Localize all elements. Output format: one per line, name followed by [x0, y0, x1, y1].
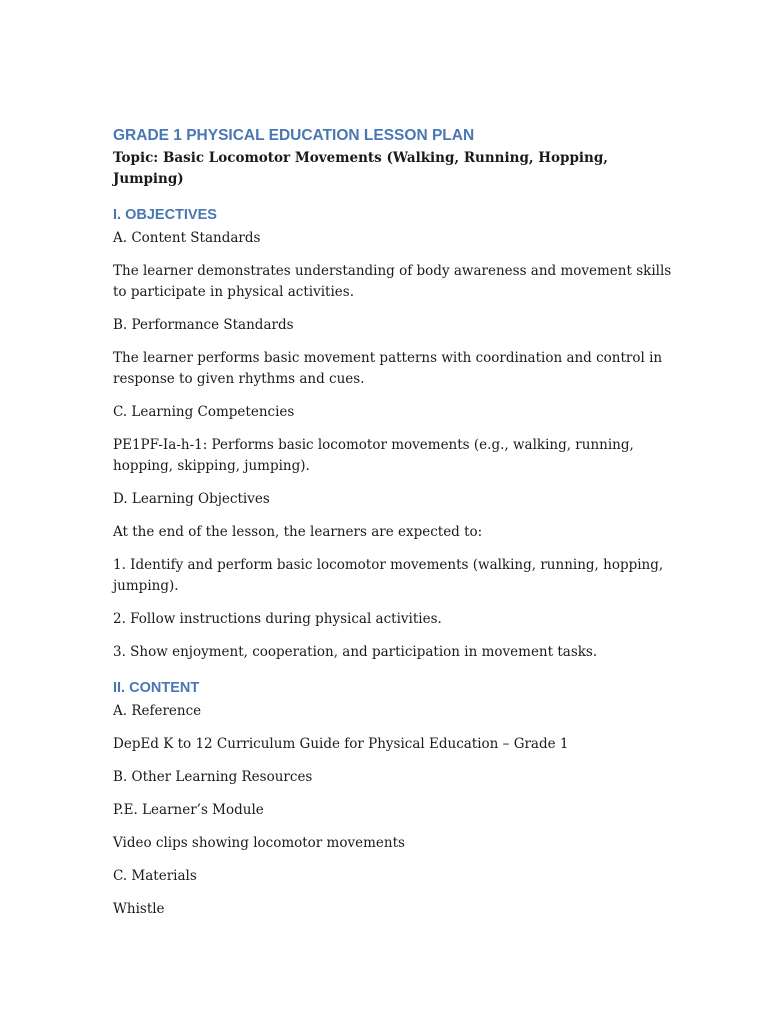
learning-objectives-label: D. Learning Objectives — [113, 491, 270, 507]
document-title: GRADE 1 PHYSICAL EDUCATION LESSON PLAN — [113, 127, 475, 144]
other-resource-item: P.E. Learner’s Module — [113, 802, 264, 818]
learning-competencies-text: PE1PF-Ia-h-1: Performs basic locomotor movements (e.g., walking, running, hopping, skipping, jumping). — [113, 437, 634, 474]
learning-objective-item: 2. Follow instructions during physical activities. — [113, 611, 442, 627]
objectives-heading: I. OBJECTIVES — [113, 207, 217, 223]
content-heading: II. CONTENT — [113, 680, 200, 696]
other-resources-label: B. Other Learning Resources — [113, 769, 313, 785]
performance-standards-label: B. Performance Standards — [113, 317, 294, 333]
material-item: Whistle — [113, 901, 165, 917]
reference-text: DepEd K to 12 Curriculum Guide for Physical Education – Grade 1 — [113, 736, 569, 752]
performance-standards-text: The learner performs basic movement patterns with coordination and control in response to given rhythms and cues. — [113, 350, 663, 387]
learning-objective-item: 3. Show enjoyment, cooperation, and participation in movement tasks. — [113, 644, 598, 660]
learning-objectives-intro: At the end of the lesson, the learners are expected to: — [113, 524, 483, 540]
learning-objective-item: 1. Identify and perform basic locomotor movements (walking, running, hopping, jumping). — [113, 557, 664, 594]
lesson-plan-document — [113, 126, 673, 920]
materials-label: C. Materials — [113, 868, 197, 884]
other-resource-item: Video clips showing locomotor movements — [113, 835, 405, 851]
learning-competencies-label: C. Learning Competencies — [113, 404, 295, 420]
reference-label: A. Reference — [113, 703, 202, 719]
topic-line: Topic: Basic Locomotor Movements (Walking, Running, Hopping, Jumping) — [113, 150, 609, 187]
content-standards-label: A. Content Standards — [113, 230, 261, 246]
content-standards-text: The learner demonstrates understanding of body awareness and movement skills to participate in physical activities. — [113, 263, 672, 300]
